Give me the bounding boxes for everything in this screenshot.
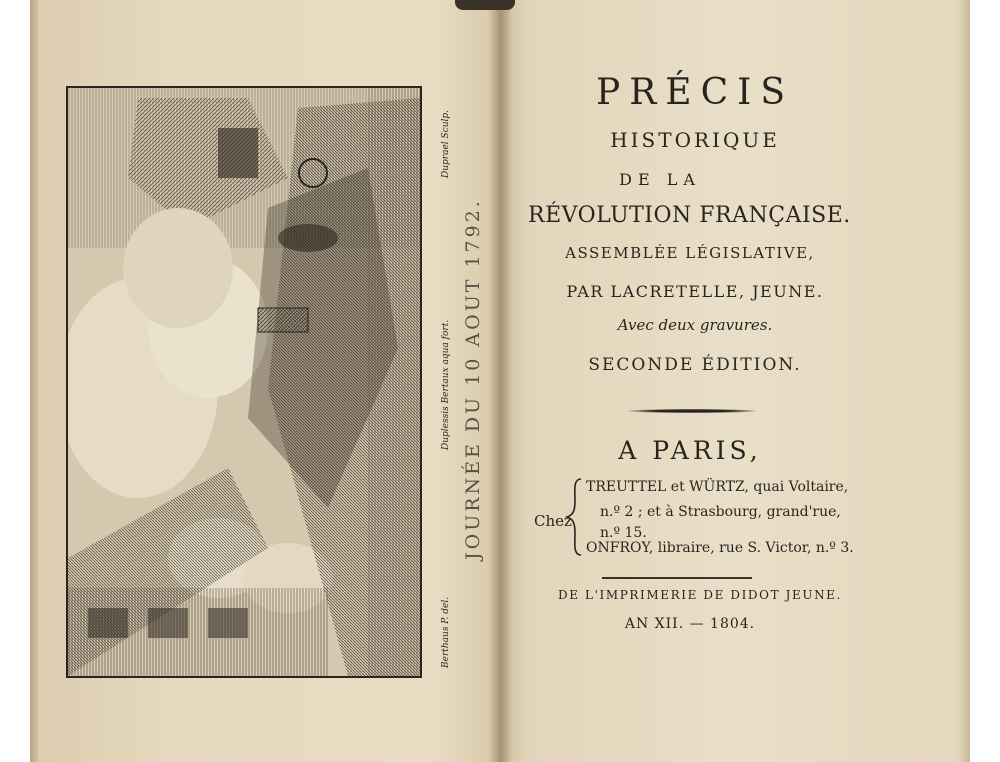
book-gutter (488, 0, 512, 762)
publisher-address-1: TREUTTEL et WÜRTZ, quai Voltaire, (586, 479, 849, 495)
curly-brace (565, 477, 583, 557)
author-line: PAR LACRETELLE, JEUNE. (566, 282, 824, 301)
publisher-address-3: n.º 15. (600, 525, 647, 541)
plate-caption-artist: Berthaus P. del. (441, 596, 451, 668)
edition-line: SECONDE ÉDITION. (588, 355, 802, 375)
plate-caption-engraver: Duprael Sculp. (441, 109, 451, 178)
title-precis: PRÉCIS (595, 72, 795, 113)
right-page (500, 0, 965, 762)
ornamental-rule (628, 409, 756, 413)
place-paris: A PARIS, (618, 436, 762, 465)
plate-caption-title: JOURNÉE DU 10 AOUT 1792. (462, 198, 484, 560)
plate-caption-aquatint: Duplessis Bertaux aqua fort. (441, 319, 451, 450)
divider-rule (602, 577, 752, 579)
title-revolution: RÉVOLUTION FRANÇAISE. (528, 203, 851, 228)
book-spine (455, 0, 515, 10)
gravures-note: Avec deux gravures. (617, 316, 773, 334)
book-right-edge (958, 0, 970, 762)
chez-label: Chez (534, 512, 572, 530)
subtitle-assemblee: ASSEMBLÉE LÉGISLATIVE, (565, 244, 815, 262)
publisher-address-4: ONFROY, libraire, rue S. Victor, n.º 3. (586, 540, 854, 556)
printer-line: DE L'IMPRIMERIE DE DIDOT JEUNE. (558, 588, 842, 602)
engraving-illustration (68, 88, 420, 676)
engraving-plate (66, 86, 422, 678)
title-historique: HISTORIQUE (610, 128, 780, 152)
publisher-address-2: n.º 2 ; et à Strasbourg, grand'rue, (600, 504, 841, 520)
date-line: AN XII. — 1804. (624, 616, 756, 632)
title-de-la: DE LA (619, 170, 701, 189)
